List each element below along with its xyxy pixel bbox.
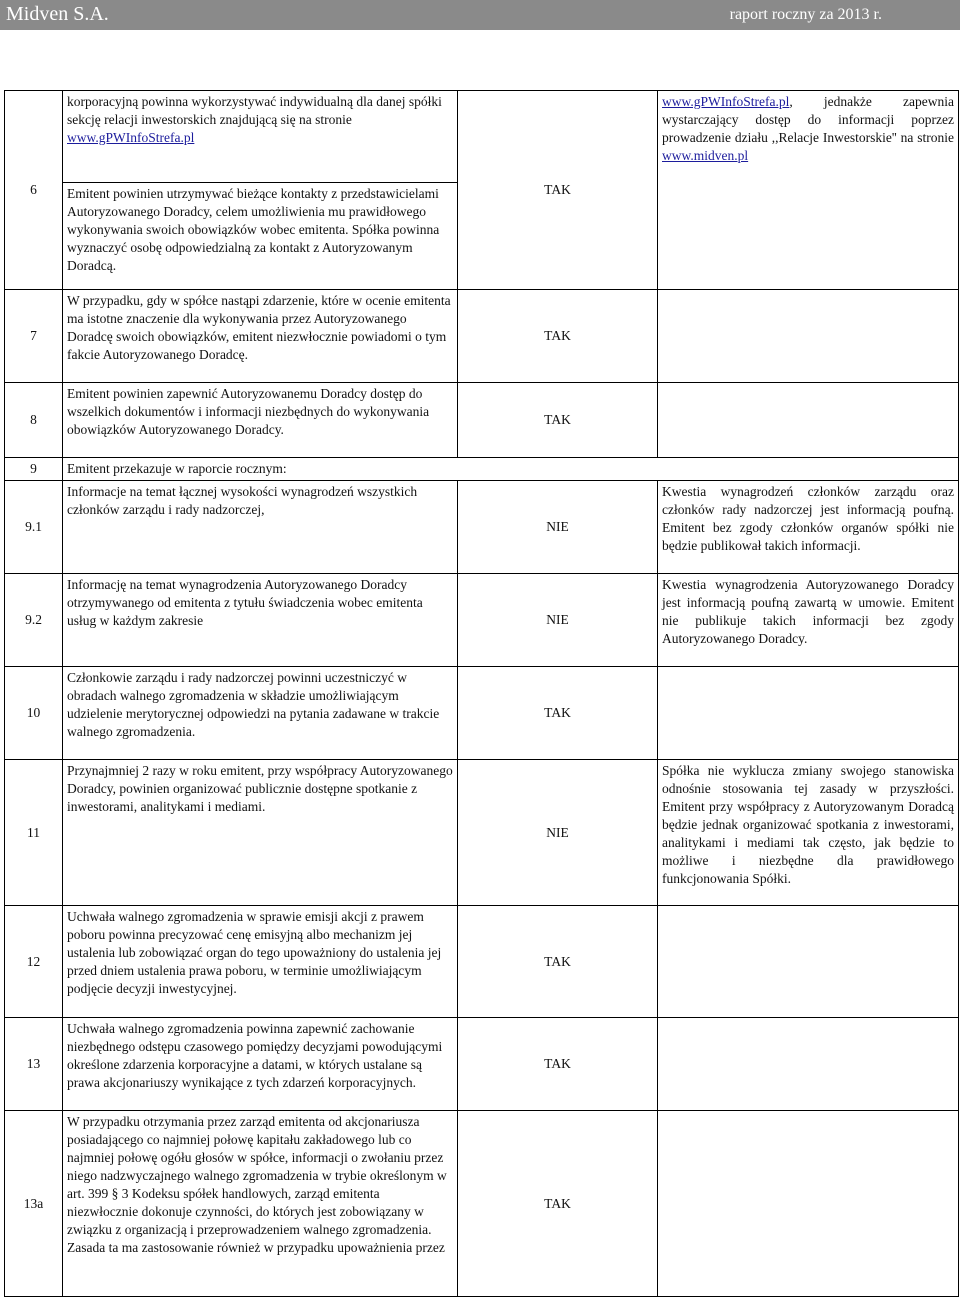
row-number: 12 <box>5 906 63 1018</box>
row-description: Członkowie zarządu i rady nadzorczej powinni uczestniczyć w obradach walnego zgromadzenia w składzie umożliwiającym udzielenie merytorycznej odpowiedzi na pytania zadawane w trakcie walnego zgromadzenia. <box>63 667 458 760</box>
row-answer: TAK <box>458 91 658 290</box>
gpw-infostrefa-link[interactable]: www.gPWInfoStrefa.pl <box>67 130 195 145</box>
row-comment <box>658 1018 959 1111</box>
row-comment: Kwestia wynagrodzeń członków zarządu oraz członków rady nadzorczej jest informacją poufną. Emitent bez zgody członków organów spółki nie będzie publikował takich informacji. <box>658 481 959 574</box>
company-name: Midven S.A. <box>6 3 109 25</box>
table-row <box>5 1018 959 1111</box>
row-number: 8 <box>5 383 63 458</box>
governance-table <box>4 90 959 1297</box>
table-row <box>5 481 959 574</box>
row-comment <box>658 667 959 760</box>
table-row <box>5 906 959 1018</box>
gpw-infostrefa-link[interactable]: www.gPWInfoStrefa.pl <box>662 94 790 109</box>
report-title: raport roczny za 2013 r. <box>729 6 882 23</box>
row-number: 9 <box>5 458 63 481</box>
row-description: Uchwała walnego zgromadzenia powinna zapewnić zachowanie niezbędnego odstępu czasowego pomiędzy decyzjami powodującymi określone zdarzenia korporacyjne a datami, w których ustalane są prawa akcjonariuszy wynikające z tych zdarzeń korporacyjnych. <box>63 1018 458 1111</box>
row-answer: TAK <box>458 290 658 383</box>
description-text: korporacyjną powinna wykorzystywać indywidualną dla danej spółki sekcję relacji inwestorskich znajdującą się na stronie <box>67 94 442 127</box>
table-row <box>5 667 959 760</box>
row-description: Emitent powinien utrzymywać bieżące kontakty z przedstawicielami Autoryzowanego Doradcy, celem umożliwienia mu prawidłowego wykonywania swoich obowiązków wobec emitenta. Spółka powinna wyznaczyć osobę odpowiedzialną za kontakt z Autoryzowanym Doradcą. <box>63 183 458 290</box>
row-description: W przypadku, gdy w spółce nastąpi zdarzenie, które w ocenie emitenta ma istotne znaczenie dla wykonywania przez Autoryzowanego Doradcę swoich obowiązków, emitent niezwłocznie powiadomi o tym fakcie Autoryzowanego Doradcę. <box>63 290 458 383</box>
row-description <box>63 91 458 183</box>
row-answer: TAK <box>458 1018 658 1111</box>
row-number: 6 <box>5 91 63 290</box>
row-comment <box>658 1111 959 1297</box>
row-comment <box>658 91 959 290</box>
row-description: Informacje na temat łącznej wysokości wynagrodzeń wszystkich członków zarządu i rady nadzorczej, <box>63 481 458 574</box>
table-row <box>5 290 959 383</box>
row-comment <box>658 383 959 458</box>
row-answer: NIE <box>458 574 658 667</box>
row-answer: TAK <box>458 667 658 760</box>
page-header <box>0 0 960 30</box>
row-number: 9.2 <box>5 574 63 667</box>
row-number: 10 <box>5 667 63 760</box>
row-description: W przypadku otrzymania przez zarząd emitenta od akcjonariusza posiadającego co najmniej połowę kapitału zakładowego lub co najmniej połowę ogółu głosów w spółce, informacji o zwołaniu przez niego nadzwyczajnego walnego zgromadzenia w trybie określonym w art. 399 § 3 Kodeksu spółek handlowych, zarząd emitenta niezwłocznie dokonuje czynności, do których jest zobowiązany w związku z organizacją i przeprowadzeniem walnego zgromadzenia. Zasada ta ma zastosowanie również w przypadku upoważnienia przez <box>63 1111 458 1297</box>
row-comment: Kwestia wynagrodzenia Autoryzowanego Doradcy jest informacją poufną zawartą w umowie. Emitent nie publikuje takich informacji bez zgody Autoryzowanego Doradcy. <box>658 574 959 667</box>
table-row <box>5 91 959 183</box>
row-description: Uchwała walnego zgromadzenia w sprawie emisji akcji z prawem poboru powinna precyzować cenę emisyjną albo mechanizm jej ustalenia lub zobowiązać organ do tego upoważniony do ustalenia jej przed dniem ustalenia prawa poboru, w terminie umożliwiającym podjęcie decyzji inwestycyjnej. <box>63 906 458 1018</box>
row-answer: TAK <box>458 383 658 458</box>
row-answer: NIE <box>458 760 658 906</box>
row-number: 7 <box>5 290 63 383</box>
comment-text: , jednakże zapewnia wystarczający dostęp do informacji poprzez prowadzenie działu ,,Relacje Inwestorskie'' na stronie <box>662 94 954 145</box>
row-description: Emitent przekazuje w raporcie rocznym: <box>63 458 959 481</box>
table-row <box>5 383 959 458</box>
row-number: 13a <box>5 1111 63 1297</box>
table-row <box>5 458 959 481</box>
table-row <box>5 760 959 906</box>
row-comment <box>658 906 959 1018</box>
row-comment <box>658 290 959 383</box>
row-description: Przynajmniej 2 razy w roku emitent, przy współpracy Autoryzowanego Doradcy, powinien organizować publicznie dostępne spotkanie z inwestorami, analitykami i mediami. <box>63 760 458 906</box>
table-row <box>5 574 959 667</box>
row-number: 11 <box>5 760 63 906</box>
row-answer: TAK <box>458 906 658 1018</box>
row-description: Informację na temat wynagrodzenia Autoryzowanego Doradcy otrzymywanego od emitenta z tytułu świadczenia wobec emitenta usług w każdym zakresie <box>63 574 458 667</box>
table-row <box>5 1111 959 1297</box>
row-answer: TAK <box>458 1111 658 1297</box>
row-comment: Spółka nie wyklucza zmiany swojego stanowiska odnośnie stosowania tej zasady w przyszłości. Emitent przy współpracy z Autoryzowanym Doradcą będzie jednak organizować spotkania z inwestorami, analitykami i mediami tak często, jak będzie to możliwe i niezbędne dla prawidłowego funkcjonowania Spółki. <box>658 760 959 906</box>
row-number: 13 <box>5 1018 63 1111</box>
row-description: Emitent powinien zapewnić Autoryzowanemu Doradcy dostęp do wszelkich dokumentów i informacji niezbędnych do wykonywania obowiązków Autoryzowanego Doradcy. <box>63 383 458 458</box>
midven-website-link[interactable]: www.midven.pl <box>662 148 749 163</box>
row-answer: NIE <box>458 481 658 574</box>
row-number: 9.1 <box>5 481 63 574</box>
